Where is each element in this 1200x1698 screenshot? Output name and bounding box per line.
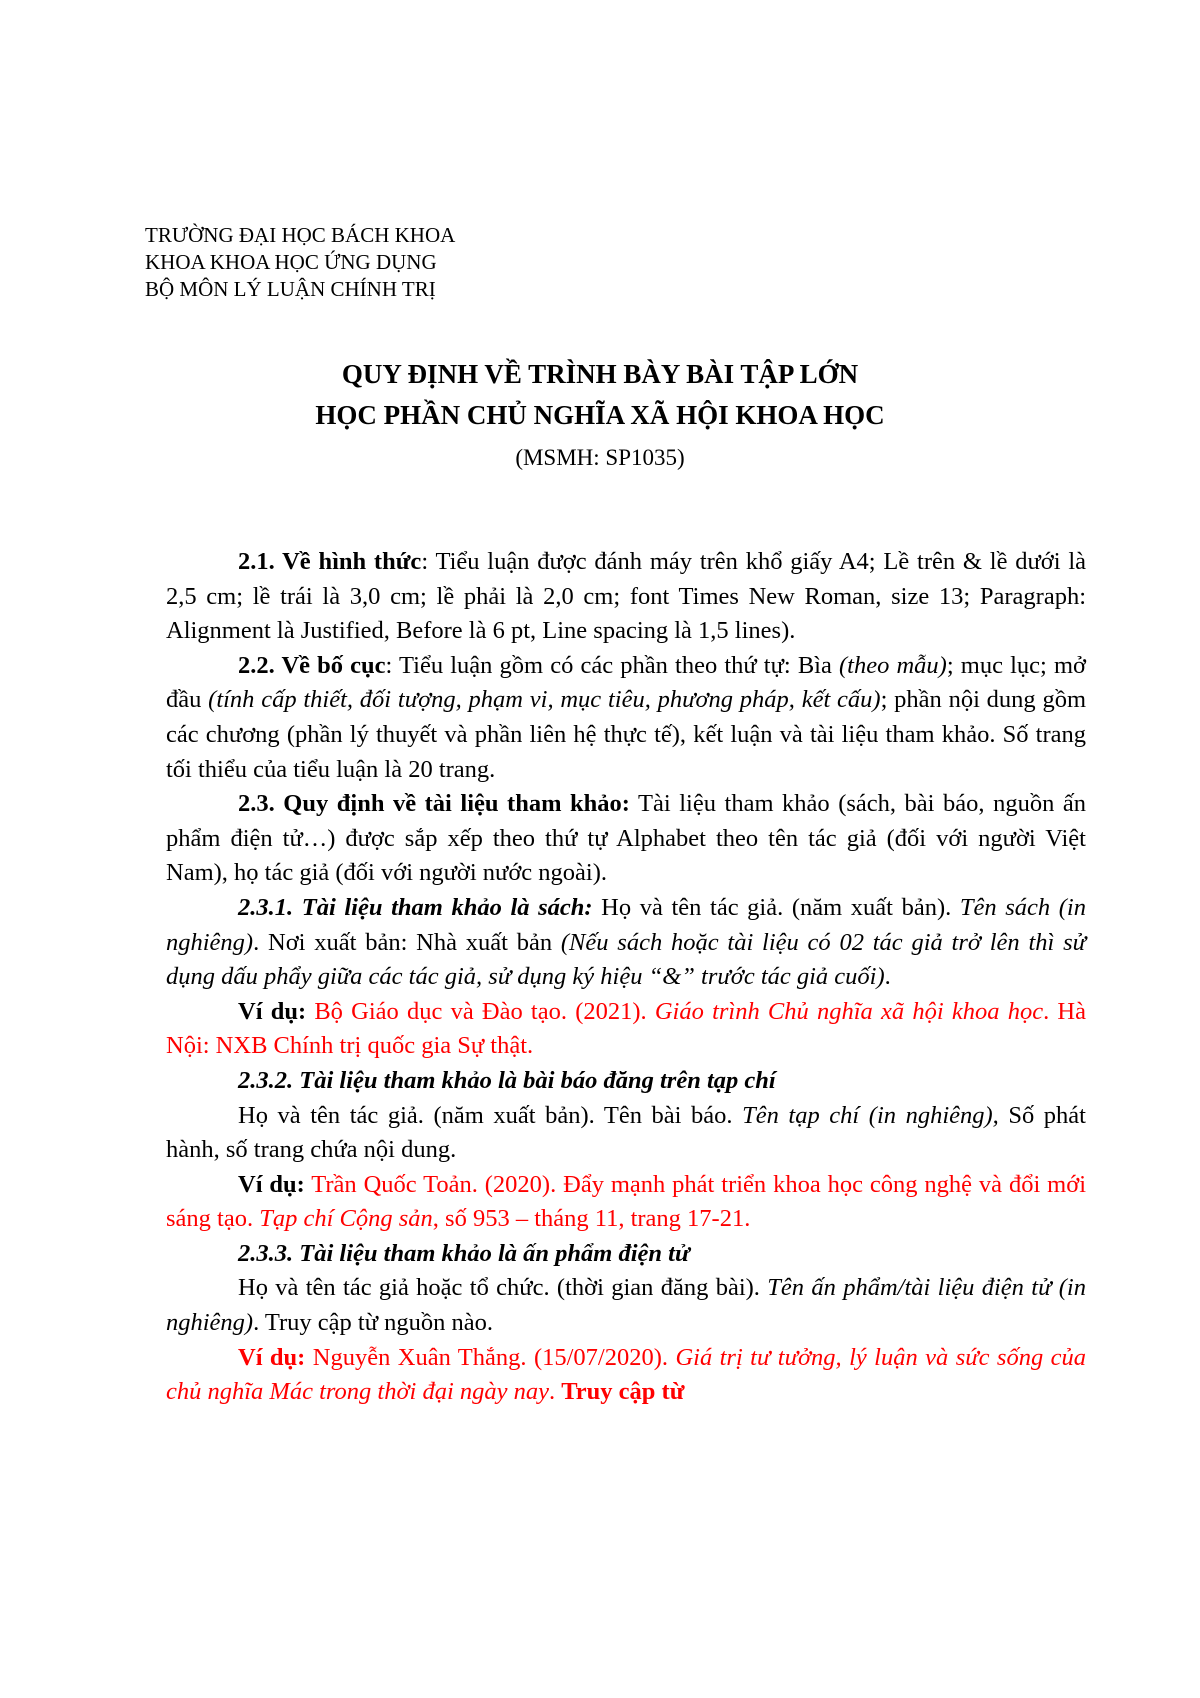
section-2-2-text-3: ; phần nội dung gồm các chương (phần lý thuyết và phần liên hệ thực tế), kết luận và tài liệu tham khảo. Số trang tối thiểu của tiểu luận là 20 trang. xyxy=(166,686,1087,783)
section-2-3-2-text-1: Họ và tên tác giả. (năm xuất bản). Tên bài báo. xyxy=(238,1101,743,1129)
section-2-3-1-italic-2: (Nếu sách hoặc tài liệu có 02 tác giả trở lên thì sử dụng dấu phẩy giữa các tác giả, sử dụng ký hiệu “&” trước tác giả cuối) xyxy=(166,928,1086,991)
section-2-3-label: 2.3. Quy định về tài liệu tham khảo: xyxy=(238,790,630,818)
section-2-3 xyxy=(166,787,1086,891)
example-article-text-1: Trần Quốc Toản. (2020). Đẩy mạnh phát triển khoa học công nghệ và đổi mới sáng tạo. xyxy=(166,1170,1086,1233)
example-book-italic: Giáo trình Chủ nghĩa xã hội khoa học xyxy=(654,997,1044,1025)
section-2-3-3 xyxy=(166,1271,1086,1340)
section-2-3-1-label: 2.3.1. Tài liệu tham khảo là sách: xyxy=(238,893,593,921)
example-electronic-access: Truy cập từ xyxy=(561,1378,685,1406)
example-book-text-2: . Hà Nội: NXB Chính trị quốc gia Sự thật. xyxy=(166,997,1086,1060)
example-electronic-label: Ví dụ: xyxy=(238,1343,306,1371)
section-2-3-3-heading xyxy=(166,1237,1086,1272)
example-electronic-text-1: Nguyễn Xuân Thắng. (15/07/2020). xyxy=(305,1343,676,1371)
example-electronic-text-2: . xyxy=(549,1378,562,1406)
section-2-3-text: Tài liệu tham khảo (sách, bài báo, nguồn ấn phẩm điện tử…) được sắp xếp theo thứ tự Alphabet theo tên tác giả (đối với người Việt Nam), họ tác giả (đối với người nước ngoài). xyxy=(166,790,1086,887)
section-2-3-2-title: 2.3.2. Tài liệu tham khảo là bài báo đăng trên tạp chí xyxy=(238,1066,776,1094)
section-2-3-2-italic: Tên tạp chí (in nghiêng), xyxy=(742,1101,999,1129)
example-article-label: Ví dụ: xyxy=(238,1170,305,1198)
section-2-3-2 xyxy=(166,1099,1086,1168)
institution-header xyxy=(145,222,455,303)
section-2-2-italic-2: (tính cấp thiết, đối tượng, phạm vi, mục tiêu, phương pháp, kết cấu) xyxy=(208,686,881,714)
section-2-2-italic-1: (theo mẫu) xyxy=(839,651,947,679)
department-name: BỘ MÔN LÝ LUẬN CHÍNH TRỊ xyxy=(145,277,436,301)
section-2-1 xyxy=(166,545,1086,649)
section-2-2-text-1: : Tiểu luận gồm có các phần theo thứ tự: Bìa xyxy=(385,651,839,679)
section-2-3-3-italic: Tên ấn phẩm/tài liệu điện tử (in nghiêng) xyxy=(166,1274,1086,1337)
section-2-2-label: 2.2. Về bố cục xyxy=(238,651,386,679)
title-line-1: QUY ĐỊNH VỀ TRÌNH BÀY BÀI TẬP LỚN xyxy=(341,359,859,389)
section-2-3-3-title: 2.3.3. Tài liệu tham khảo là ấn phẩm điện tử xyxy=(238,1239,690,1267)
university-name: TRƯỜNG ĐẠI HỌC BÁCH KHOA xyxy=(145,223,456,247)
section-2-3-1-text-2: . Nơi xuất bản: Nhà xuất bản xyxy=(253,928,561,956)
example-article xyxy=(166,1168,1086,1237)
section-2-1-label: 2.1. Về hình thức xyxy=(238,548,422,575)
document-title xyxy=(0,354,1200,478)
section-2-3-3-text-2: . Truy cập từ nguồn nào. xyxy=(253,1309,493,1337)
faculty-name: KHOA KHOA HỌC ỨNG DỤNG xyxy=(145,250,437,274)
example-article-italic: Tạp chí Cộng sản xyxy=(259,1205,433,1233)
section-2-2-text-2: ; mục lục; mở đầu xyxy=(166,651,1086,714)
section-2-3-1 xyxy=(166,891,1086,995)
example-article-text-2: , số 953 – tháng 11, trang 17-21. xyxy=(432,1205,751,1233)
title-line-2: HỌC PHẦN CHỦ NGHĨA XÃ HỘI KHOA HỌC xyxy=(315,400,885,430)
section-2-3-3-text-1: Họ và tên tác giả hoặc tổ chức. (thời gian đăng bài). xyxy=(238,1274,768,1302)
course-code: (MSMH: SP1035) xyxy=(515,445,685,470)
section-2-2 xyxy=(166,649,1086,787)
example-electronic-italic: Giá trị tư tưởng, lý luận và sức sống của chủ nghĩa Mác trong thời đại ngày nay xyxy=(166,1343,1086,1406)
example-book-label: Ví dụ: xyxy=(238,997,307,1025)
example-book-text-1: Bộ Giáo dục và Đào tạo. (2021). xyxy=(306,997,655,1025)
section-2-3-2-heading xyxy=(166,1064,1086,1099)
example-electronic xyxy=(166,1341,1086,1410)
section-2-3-1-text-3: . xyxy=(884,963,891,991)
section-2-3-2-text-2: Số phát hành, số trang chứa nội dung. xyxy=(166,1101,1086,1164)
example-book xyxy=(166,995,1086,1064)
document-body xyxy=(166,545,1086,1410)
section-2-3-1-italic-1: Tên sách (in nghiêng) xyxy=(166,893,1086,956)
section-2-1-text: : Tiểu luận được đánh máy trên khổ giấy A4; Lề trên & lề dưới là 2,5 cm; lề trái là 3,0 cm; lề phải là 2,0 cm; font Times New Roman, size 13; Paragraph: Alignment là Justified, Before là 6 pt, Line spacing là 1,5 lines). xyxy=(166,548,1087,645)
section-2-3-1-text-1: Họ và tên tác giả. (năm xuất bản). xyxy=(592,893,960,921)
